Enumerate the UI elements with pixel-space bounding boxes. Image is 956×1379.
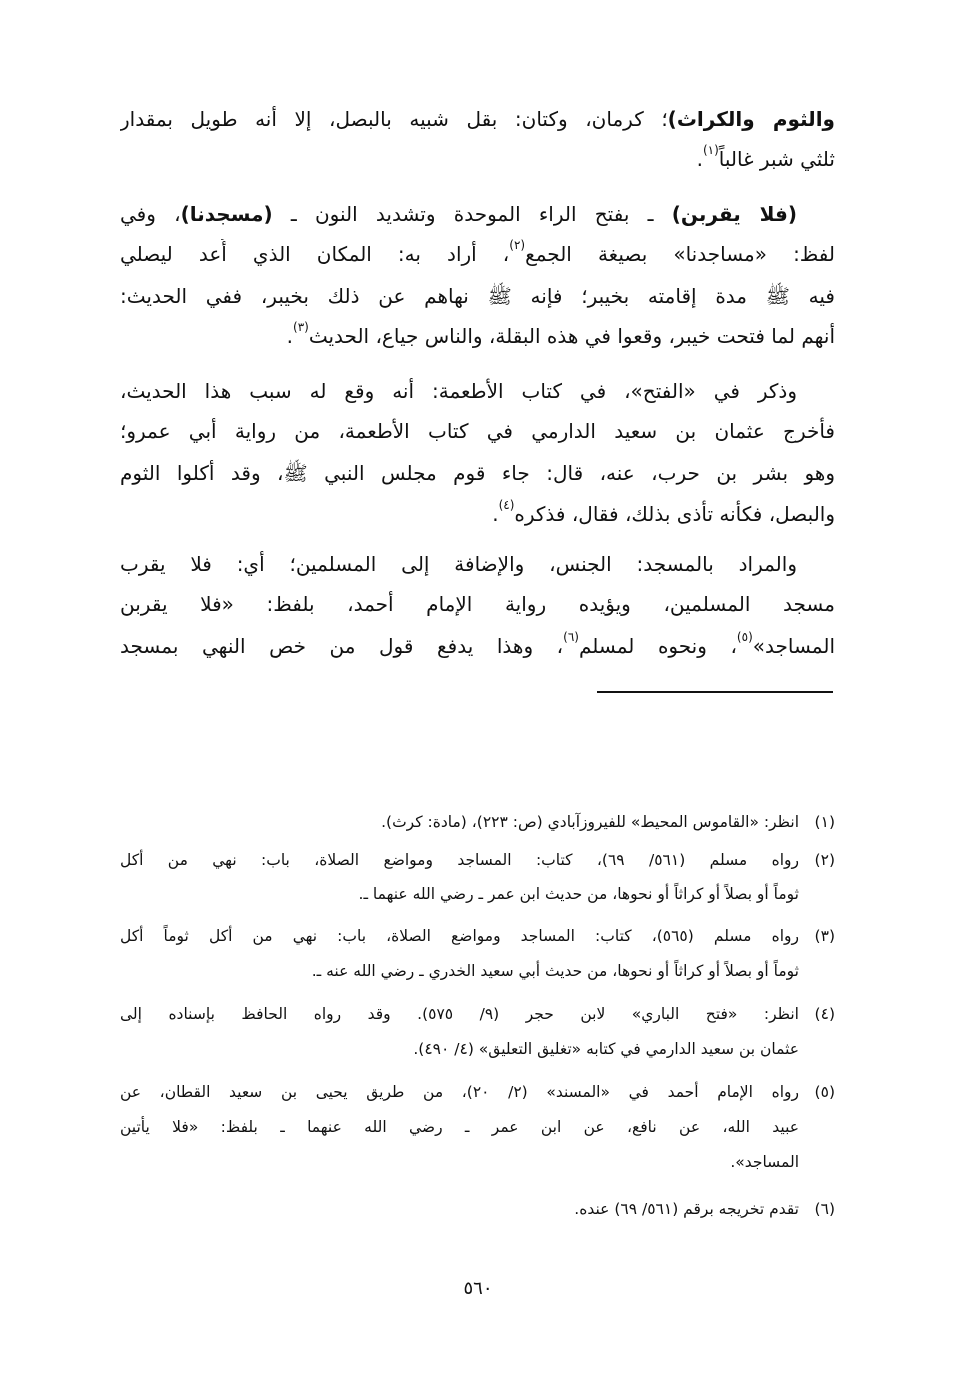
text-segment: . (492, 502, 499, 526)
footnote-line: عبيد الله، عن نافع، عن ابن عمر ـ رضي الله عنهما ـ بلفظ: «فلا يأتين (120, 1118, 799, 1136)
footnote-number: (٤) (814, 1005, 835, 1023)
text-segment: ثلثي شبر غالباً (718, 147, 835, 171)
text-segment: فيه ﷺ مدة إقامته بخيبر؛ فإنه ﷺ نهاهم عن ذلك بخيبر، ففي الحديث: (120, 284, 835, 308)
text-segment: لفظ: «مساجدنا» بصيغة الجمع (525, 242, 835, 266)
text-line (120, 458, 835, 488)
footnote-ref[interactable]: (٤) (498, 498, 515, 512)
text-line (120, 144, 835, 174)
text-segment: والمراد بالمسجد: الجنس، والإضافة إلى المسلمين؛ أي: فلا يقرب (120, 552, 797, 576)
text-segment: . (696, 147, 703, 171)
text-segment: ، وهذا يدفع قول من خص النهي بمسجد (120, 634, 564, 658)
text-segment: المساجد» (752, 634, 835, 658)
footnote-line: ثوماً أو بصلاً أو كراثاً أو نحوها، من حديث أبي سعيد الخدري ـ رضي الله عنه ـ. (311, 962, 799, 980)
footnote-number: (١) (814, 813, 835, 831)
footnote-ref[interactable]: (٢) (509, 239, 526, 252)
page-number: ٥٦٠ (463, 1278, 493, 1299)
footnote-5 (120, 1079, 835, 1179)
footnote-number: (٥) (814, 1083, 835, 1101)
text-segment: ، وفي (120, 202, 181, 226)
footnote-line: المساجد». (730, 1153, 799, 1171)
footnote-line: انظر: «فتح الباري» لابن حجر (٩/ ٥٧٥). وقد رواه الحافظ بإسناده إلى (120, 1005, 799, 1023)
footnote-line: رواه الإمام أحمد في «المسند» (٢/ ٢٠)، من طريق يحيى بن سعيد القطان، عن (120, 1083, 799, 1101)
text-segment: وذكر في «الفتح»، في كتاب الأطعمة: أنه وقع له سبب هذا الحديث، (120, 379, 797, 403)
text-line (120, 104, 835, 134)
text-line (120, 281, 835, 311)
footnote-line: رواه مسلم (٥٦١/ ٦٩)، كتاب: المساجد ومواضع الصلاة، باب: نهي من أكل (120, 851, 799, 869)
footnote-ref[interactable]: (٥) (736, 631, 753, 644)
footnote-ref[interactable]: (١) (702, 143, 719, 157)
text-line (120, 549, 835, 579)
text-segment: والبصل، فكأنه تأذى بذلك، فقال، فذكره (514, 502, 835, 526)
footnote-6 (120, 1196, 835, 1222)
text-segment: فأخرج عثمان بن سعيد الدارمي في كتاب الأطعمة، من رواية أبي عمرو؛ (120, 419, 835, 443)
text-line (120, 376, 835, 406)
bold-term: (مسجدنا) (180, 202, 273, 226)
footnote-1 (120, 809, 835, 835)
text-segment: ـ بفتح الراء الموحدة وتشديد النون ـ (272, 202, 672, 226)
footnote-number: (٦) (814, 1200, 835, 1218)
footnote-line: تقدم تخريجه برقم (٥٦١/ ٦٩) عنده. (574, 1200, 799, 1218)
footnote-4 (120, 1001, 835, 1061)
text-line (120, 499, 835, 529)
footnote-number: (٢) (814, 851, 835, 869)
bold-term: (فلا يقربن) (671, 202, 797, 226)
text-segment: ؛ كرمان، وكتان: بقل شبيه بالبصل، إلا أنه طويل بمقدار (120, 107, 668, 131)
footnote-line: رواه مسلم (٥٦٥)، كتاب: المساجد ومواضع الصلاة، باب: نهي من أكل ثوماً أكل (120, 927, 799, 945)
text-segment: . (286, 324, 294, 348)
bold-term: والثوم والكراث) (667, 107, 835, 131)
text-segment: وهو بشر بن حرب، عنه، قال: جاء قوم مجلس النبي ﷺ، وقد أكلوا الثوم (120, 461, 835, 485)
text-line (120, 631, 835, 661)
footnote-number: (٣) (814, 927, 835, 945)
footnote-3 (120, 923, 835, 983)
footnote-ref[interactable]: (٦) (563, 631, 579, 644)
text-line (120, 199, 835, 229)
text-line (120, 321, 835, 351)
footnote-ref[interactable]: (٣) (293, 320, 309, 334)
footnote-line: انظر: «القاموس المحيط» للفيروزآبادي (ص: ٢٢٣)، (مادة: كرث). (381, 813, 799, 831)
text-segment: مسجد المسلمين، ويؤيده رواية الإمام أحمد، بلفظ: «فلا يقربن (120, 592, 835, 616)
text-line (120, 416, 835, 446)
footnote-line: عثمان بن سعيد الدارمي في كتابه «تغليق التعليق» (٤/ ٤٩٠). (413, 1040, 799, 1058)
text-line (120, 239, 835, 269)
footnote-divider (597, 691, 833, 693)
footnote-2 (120, 847, 835, 907)
text-line (120, 589, 835, 619)
text-segment: أنهم لما فتحت خيبر، وقعوا في هذه البقلة، والناس جياع، الحديث (308, 324, 835, 348)
text-segment: ، أراد به: المكان الذي أُعد ليصلي (120, 242, 510, 266)
text-segment: ، ونحوه لمسلم (578, 634, 737, 658)
footnote-line: ثوماً أو بصلاً أو كراثاً أو نحوها، من حديث ابن عمر ـ رضي الله عنهما ـ. (358, 885, 799, 903)
